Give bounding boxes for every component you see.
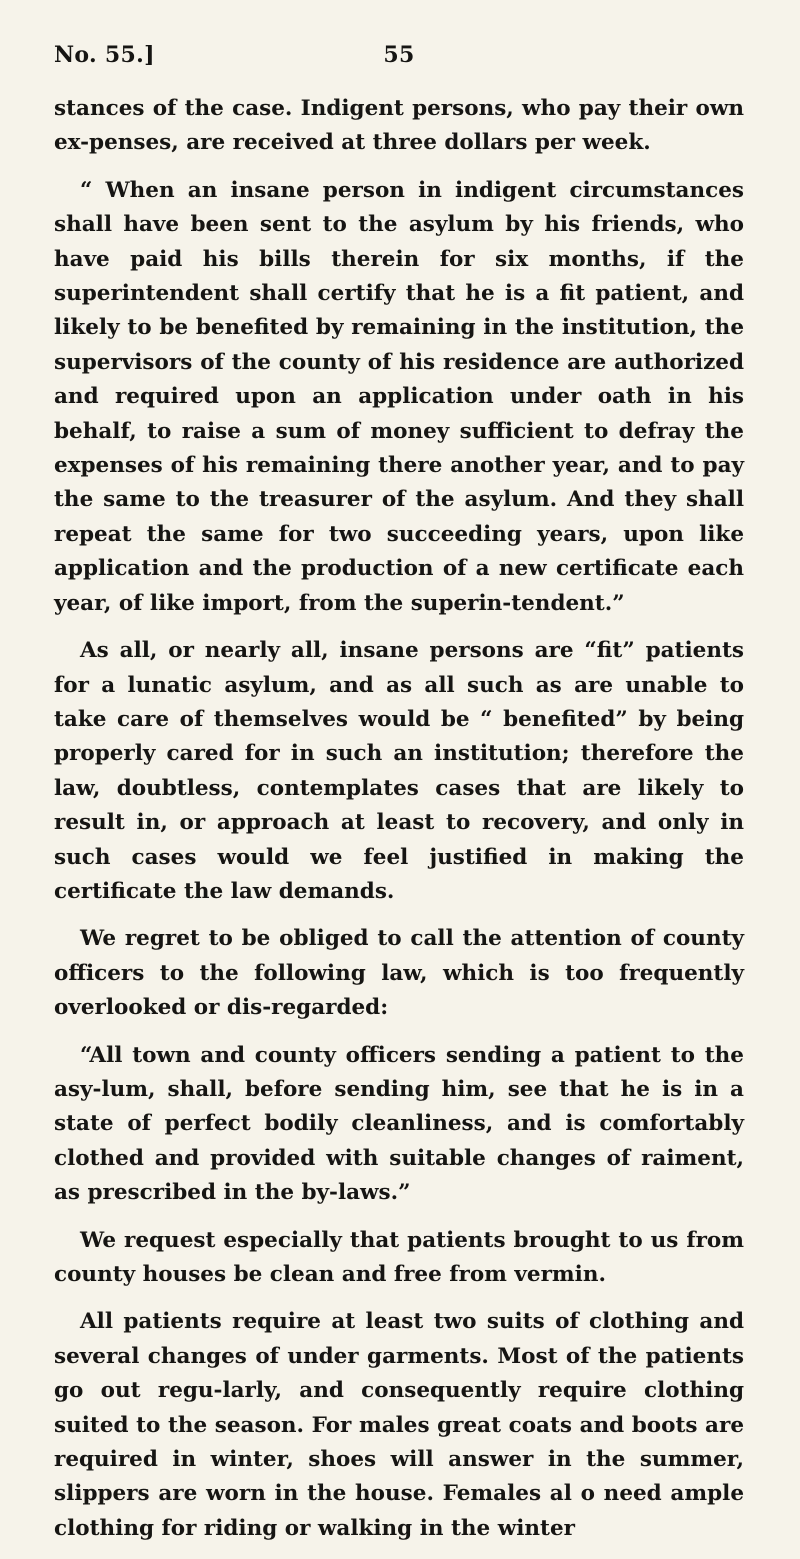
paragraph-vermin-request: We request especially that patients brought to us from county houses be clean and free from vermin. bbox=[54, 1227, 744, 1287]
paragraph-continuation: stances of the case. Indigent persons, who pay their own ex-penses, are received at three dollars per week. bbox=[54, 96, 744, 156]
running-head bbox=[54, 42, 744, 78]
paragraph-clothing: All patients require at least two suits of clothing and several changes of under garments. Most of the patients go out regu-larly, and consequently require clothing suited to the season. For males great coats and boots are required in winter, shoes will answer in the summer, slippers are worn in the house. Females al o need ample clothing for riding or walking in the winter bbox=[54, 1309, 744, 1541]
body-text bbox=[54, 92, 744, 1559]
document-number: No. 55.] bbox=[54, 42, 155, 68]
page-number: 55 bbox=[383, 42, 415, 68]
paragraph-quoted-cleanliness-law: “All town and county officers sending a patient to the asy-lum, shall, before sending him, see that he is in a state of perfect bodily cleanliness, and is comfortably clothed and provided with suitable changes of raiment, as prescribed in the by-laws.” bbox=[54, 1042, 744, 1206]
paragraph-quoted-law-support: “ When an insane person in indigent circumstances shall have been sent to the asylum by his friends, who have paid his bills therein for six months, if the superintendent shall certify that he is a fit patient, and likely to be benefited by remaining in the institution, the supervisors of the county of his residence are authorized and required upon an application under oath in his behalf, to raise a sum of money sufficient to defray the expenses of his remaining there another year, and to pay the same to the treasurer of the asylum. And they shall repeat the same for two succeeding years, upon like application and the production of a new certificate each year, of like import, from the superin-tendent.” bbox=[54, 177, 744, 616]
paragraph-county-officers: We regret to be obliged to call the attention of county officers to the following law, which is too frequently overlooked or dis-regarded: bbox=[54, 926, 744, 1021]
paragraph-fit-patients: As all, or nearly all, insane persons are “fit” patients for a lunatic asylum, and as all such as are unable to take care of themselves would be “ benefited” by being properly cared for in such an institution; therefore the law, doubtless, contemplates cases that are likely to result in, or approach at least to recovery, and only in such cases would we feel justified in making the certificate the law demands. bbox=[54, 638, 744, 904]
